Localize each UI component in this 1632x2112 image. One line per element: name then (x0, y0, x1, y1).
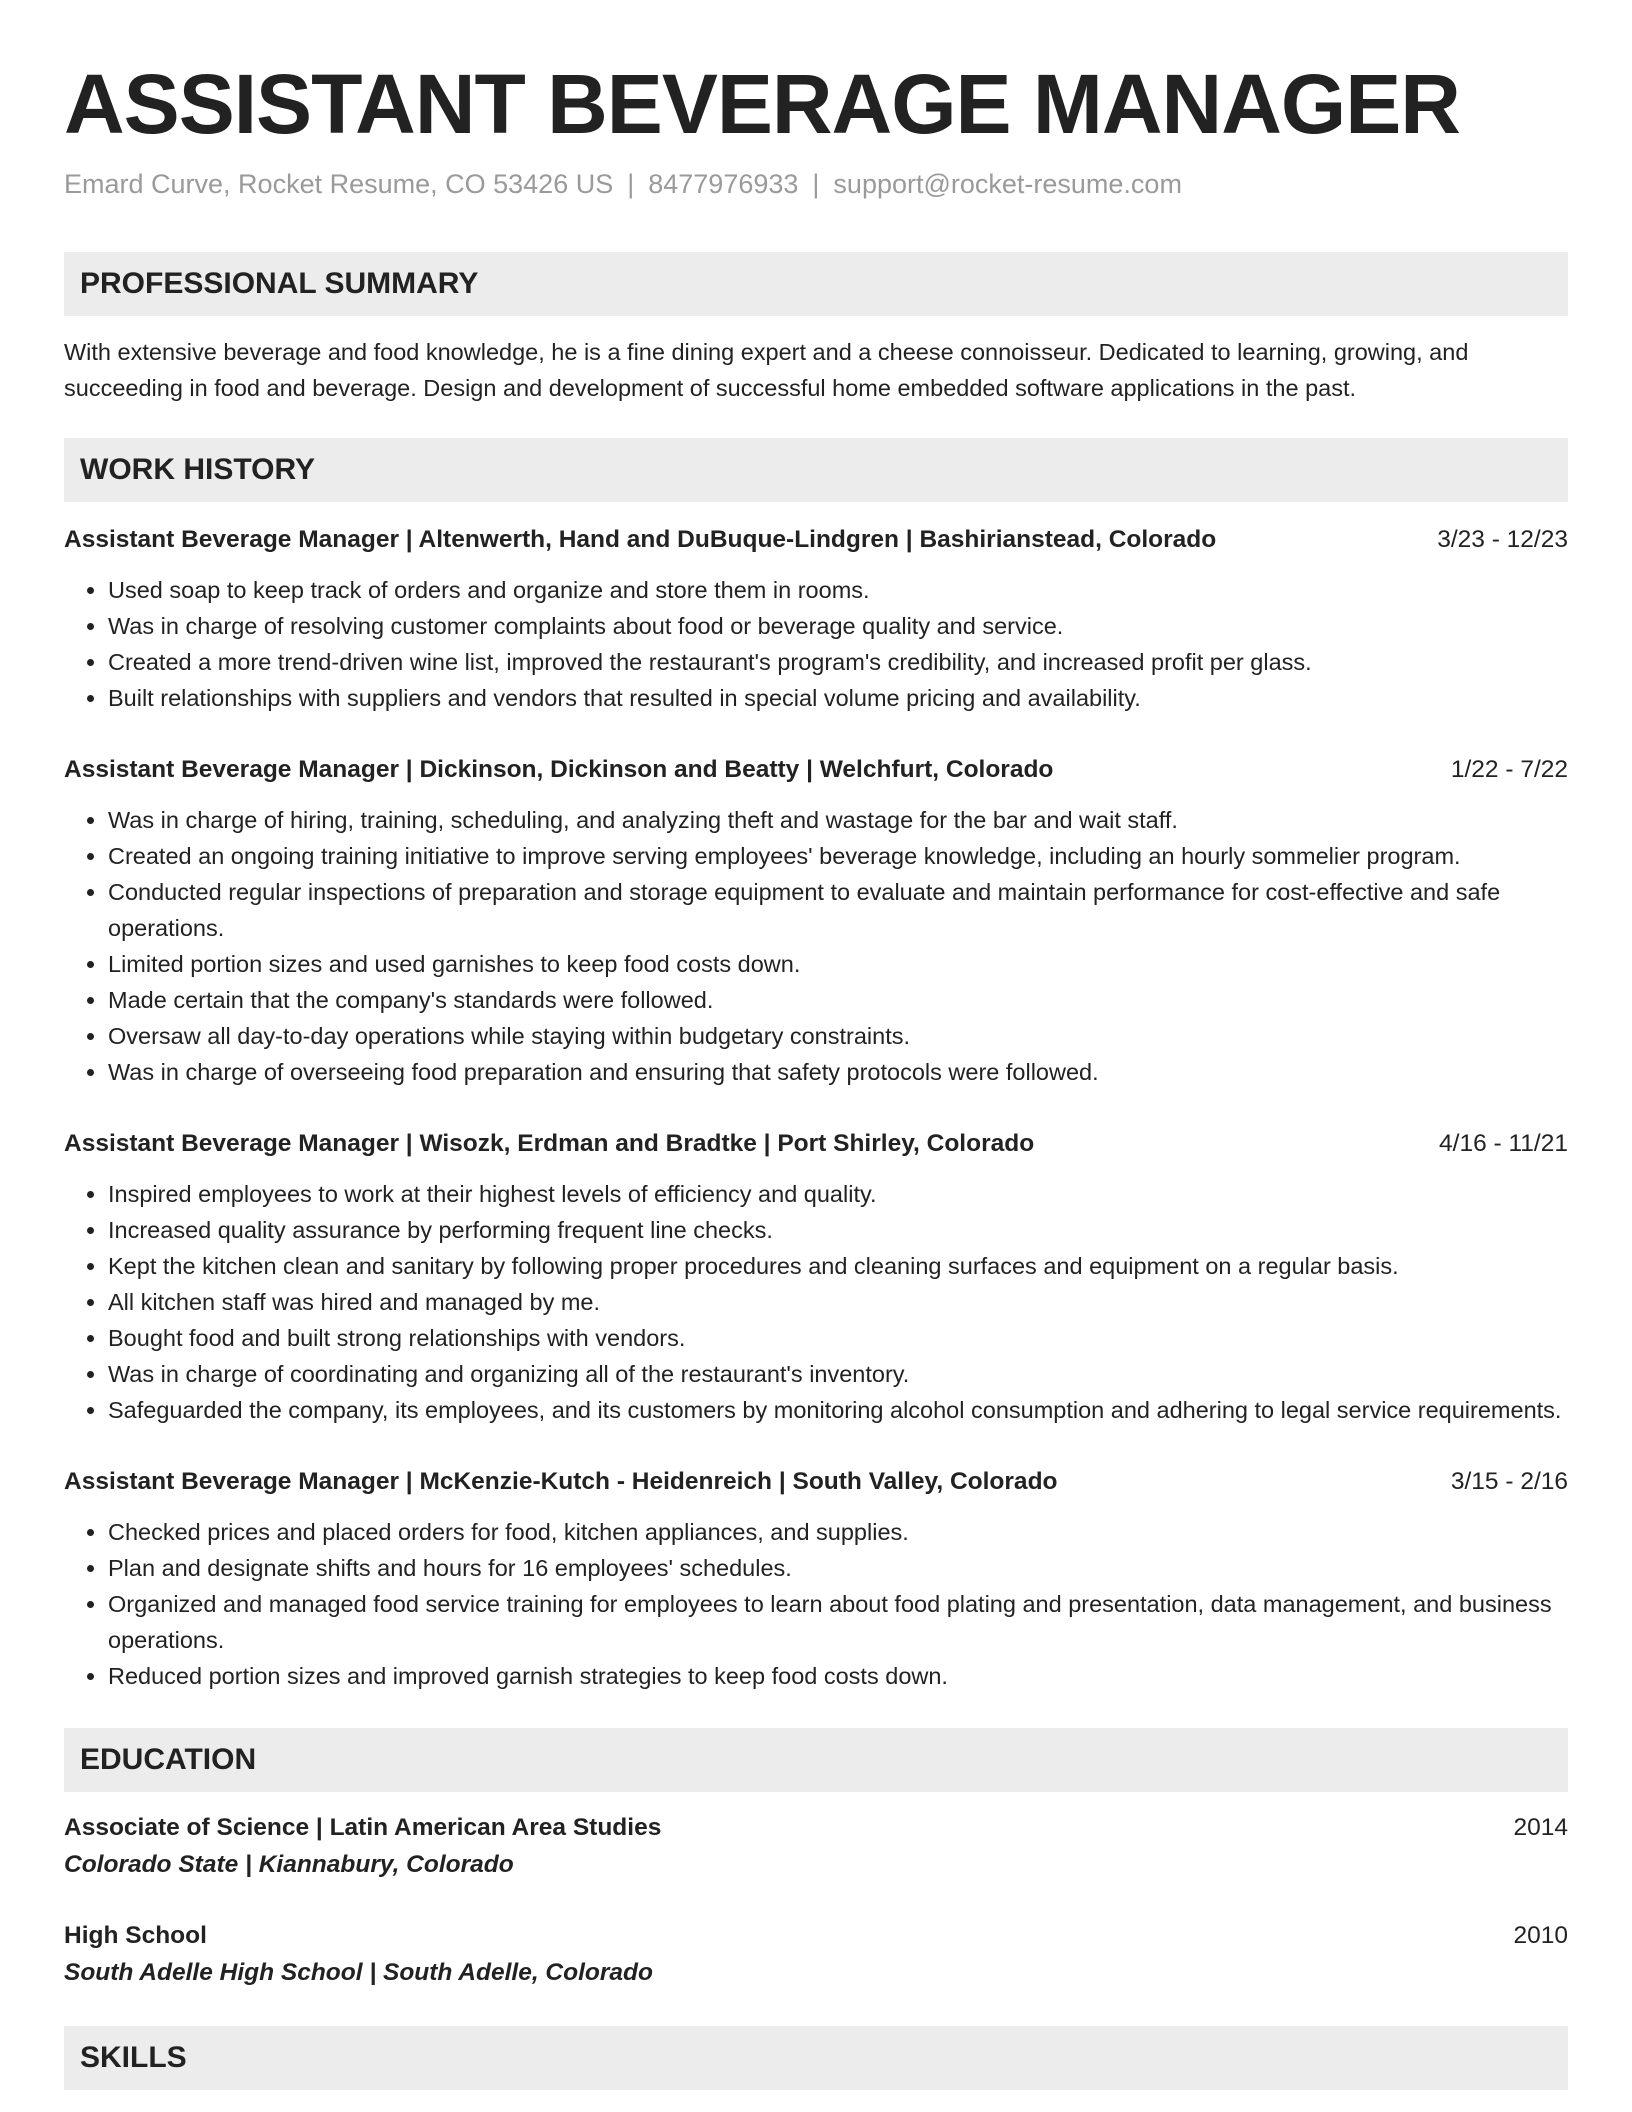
education-entry (64, 1918, 1568, 1992)
job-bullet: • Made certain that the company's standards were followed. (108, 982, 1568, 1018)
school-name: South Adelle High School | South Adelle, Colorado (64, 1959, 653, 1986)
section-heading: PROFESSIONAL SUMMARY (64, 252, 1568, 316)
contact-separator: | (812, 169, 820, 199)
job-bullet: • Organized and managed food service training for employees to learn about food plating and presentation, data management, and business operations. (108, 1586, 1568, 1658)
job-bullet: • Plan and designate shifts and hours for 16 employees' schedules. (108, 1550, 1568, 1586)
job-dates: 1/22 - 7/22 (1450, 756, 1568, 783)
degree-title: Associate of Science | Latin American Area Studies (64, 1814, 662, 1841)
job-bullet: • Oversaw all day-to-day operations while staying within budgetary constraints. (108, 1018, 1568, 1054)
job-entry (64, 752, 1568, 1090)
graduation-year: 2014 (1513, 1814, 1568, 1841)
section-heading: WORK HISTORY (64, 438, 1568, 502)
job-bullet: • Reduced portion sizes and improved garnish strategies to keep food costs down. (108, 1658, 1568, 1694)
job-bullet: • Was in charge of hiring, training, scheduling, and analyzing theft and wastage for the bar and wait staff. (108, 802, 1568, 838)
section-heading: EDUCATION (64, 1728, 1568, 1792)
job-bullets (64, 802, 1568, 1090)
job-bullet: • Limited portion sizes and used garnishes to keep food costs down. (108, 946, 1568, 982)
job-bullet: • Safeguarded the company, its employees, and its customers by monitoring alcohol consumption and adhering to legal service requirements. (108, 1392, 1568, 1428)
job-bullet: • Was in charge of coordinating and organizing all of the restaurant's inventory. (108, 1356, 1568, 1392)
job-bullet: • Checked prices and placed orders for food, kitchen appliances, and supplies. (108, 1514, 1568, 1550)
job-bullets (64, 572, 1568, 716)
job-bullet: • Used soap to keep track of orders and organize and store them in rooms. (108, 572, 1568, 608)
job-bullet: • Built relationships with suppliers and vendors that resulted in special volume pricing and availability. (108, 680, 1568, 716)
education-entry (64, 1810, 1568, 1884)
candidate-name: ASSISTANT BEVERAGE MANAGER (64, 57, 1460, 151)
summary-text: With extensive beverage and food knowledge, he is a fine dining expert and a cheese connoisseur. Dedicated to learning, growing, and succeeding in food and beverage. Design and development of successful home embedded software applications in the past. (64, 339, 1469, 401)
contact-separator: | (627, 169, 635, 199)
job-dates: 4/16 - 11/21 (1439, 1130, 1568, 1157)
contact-address: Emard Curve, Rocket Resume, CO 53426 US (64, 169, 614, 199)
job-bullet: • Was in charge of overseeing food preparation and ensuring that safety protocols were followed. (108, 1054, 1568, 1090)
job-bullet: • Conducted regular inspections of preparation and storage equipment to evaluate and maintain performance for cost-effective and safe operations. (108, 874, 1568, 946)
job-title: Assistant Beverage Manager | Altenwerth, Hand and DuBuque-Lindgren | Bashirianstead, Colorado (64, 526, 1217, 553)
job-dates: 3/23 - 12/23 (1437, 526, 1568, 553)
job-bullet: • Was in charge of resolving customer complaints about food or beverage quality and service. (108, 608, 1568, 644)
degree-title: High School (64, 1922, 207, 1949)
section-heading: SKILLS (64, 2026, 1568, 2090)
section-skills (64, 2026, 1568, 2090)
contact-line (64, 166, 1568, 202)
graduation-year: 2010 (1513, 1922, 1568, 1949)
job-bullet: • Increased quality assurance by performing frequent line checks. (108, 1212, 1568, 1248)
job-title: Assistant Beverage Manager | Wisozk, Erdman and Bradtke | Port Shirley, Colorado (64, 1130, 1035, 1157)
job-dates: 3/15 - 2/16 (1450, 1468, 1568, 1495)
job-bullet: • Kept the kitchen clean and sanitary by following proper procedures and cleaning surfaces and equipment on a regular basis. (108, 1248, 1568, 1284)
job-bullet: • Created a more trend-driven wine list, improved the restaurant's program's credibility, and increased profit per glass. (108, 644, 1568, 680)
job-bullet: • All kitchen staff was hired and managed by me. (108, 1284, 1568, 1320)
job-bullets (64, 1176, 1568, 1428)
job-bullets (64, 1514, 1568, 1694)
section-education (64, 1728, 1568, 1992)
contact-email: support@rocket-resume.com (833, 169, 1182, 199)
job-entry (64, 1464, 1568, 1694)
job-title: Assistant Beverage Manager | Dickinson, Dickinson and Beatty | Welchfurt, Colorado (64, 756, 1054, 783)
contact-phone: 8477976933 (648, 169, 799, 199)
section-work-history (64, 438, 1568, 1694)
job-entry (64, 1126, 1568, 1428)
job-entry (64, 522, 1568, 716)
section-professional-summary (64, 252, 1568, 406)
job-bullet: • Created an ongoing training initiative to improve serving employees' beverage knowledge, including an hourly sommelier program. (108, 838, 1568, 874)
school-name: Colorado State | Kiannabury, Colorado (64, 1851, 514, 1878)
job-bullet: • Inspired employees to work at their highest levels of efficiency and quality. (108, 1176, 1568, 1212)
job-bullet: • Bought food and built strong relationships with vendors. (108, 1320, 1568, 1356)
job-title: Assistant Beverage Manager | McKenzie-Kutch - Heidenreich | South Valley, Colorado (64, 1468, 1058, 1495)
